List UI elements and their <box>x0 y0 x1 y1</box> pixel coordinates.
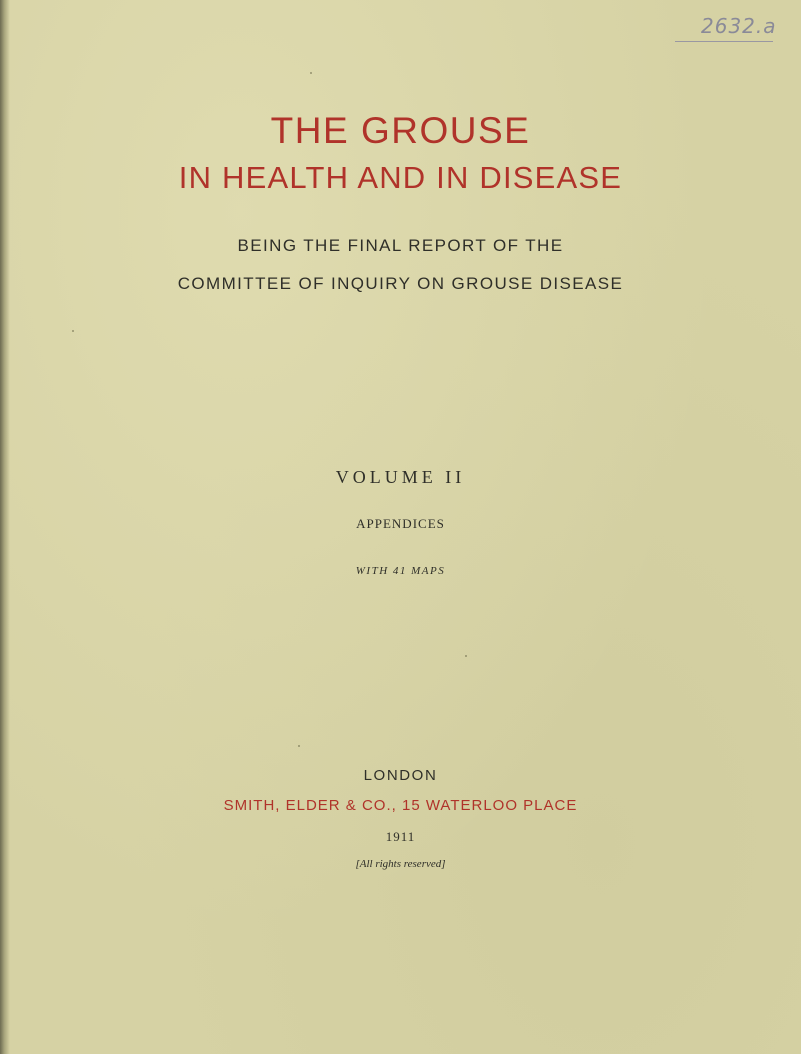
book-subtitle: IN HEALTH AND IN DISEASE <box>178 160 623 195</box>
description-line-1: BEING THE FINAL REPORT OF THE <box>237 236 564 255</box>
book-title: THE GROUSE <box>270 110 531 151</box>
description-line-2: COMMITTEE OF INQUIRY ON GROUSE DISEASE <box>177 274 624 293</box>
paper-speck <box>310 72 312 74</box>
paper-speck <box>72 330 74 332</box>
paper-speck <box>465 655 467 657</box>
volume-label: VOLUME II <box>335 467 466 487</box>
paper-speck <box>298 745 300 747</box>
maps-note: WITH 41 MAPS <box>355 565 446 577</box>
appendices-label: APPENDICES <box>356 516 445 531</box>
imprint-city: LONDON <box>363 767 438 784</box>
rights-notice: [All rights reserved] <box>355 858 446 870</box>
imprint-publisher: SMITH, ELDER & CO., 15 WATERLOO PLACE <box>223 797 578 814</box>
library-shelfmark: 2632.a <box>701 14 777 38</box>
imprint-year: 1911 <box>385 829 416 844</box>
shelfmark-underline <box>675 41 773 42</box>
